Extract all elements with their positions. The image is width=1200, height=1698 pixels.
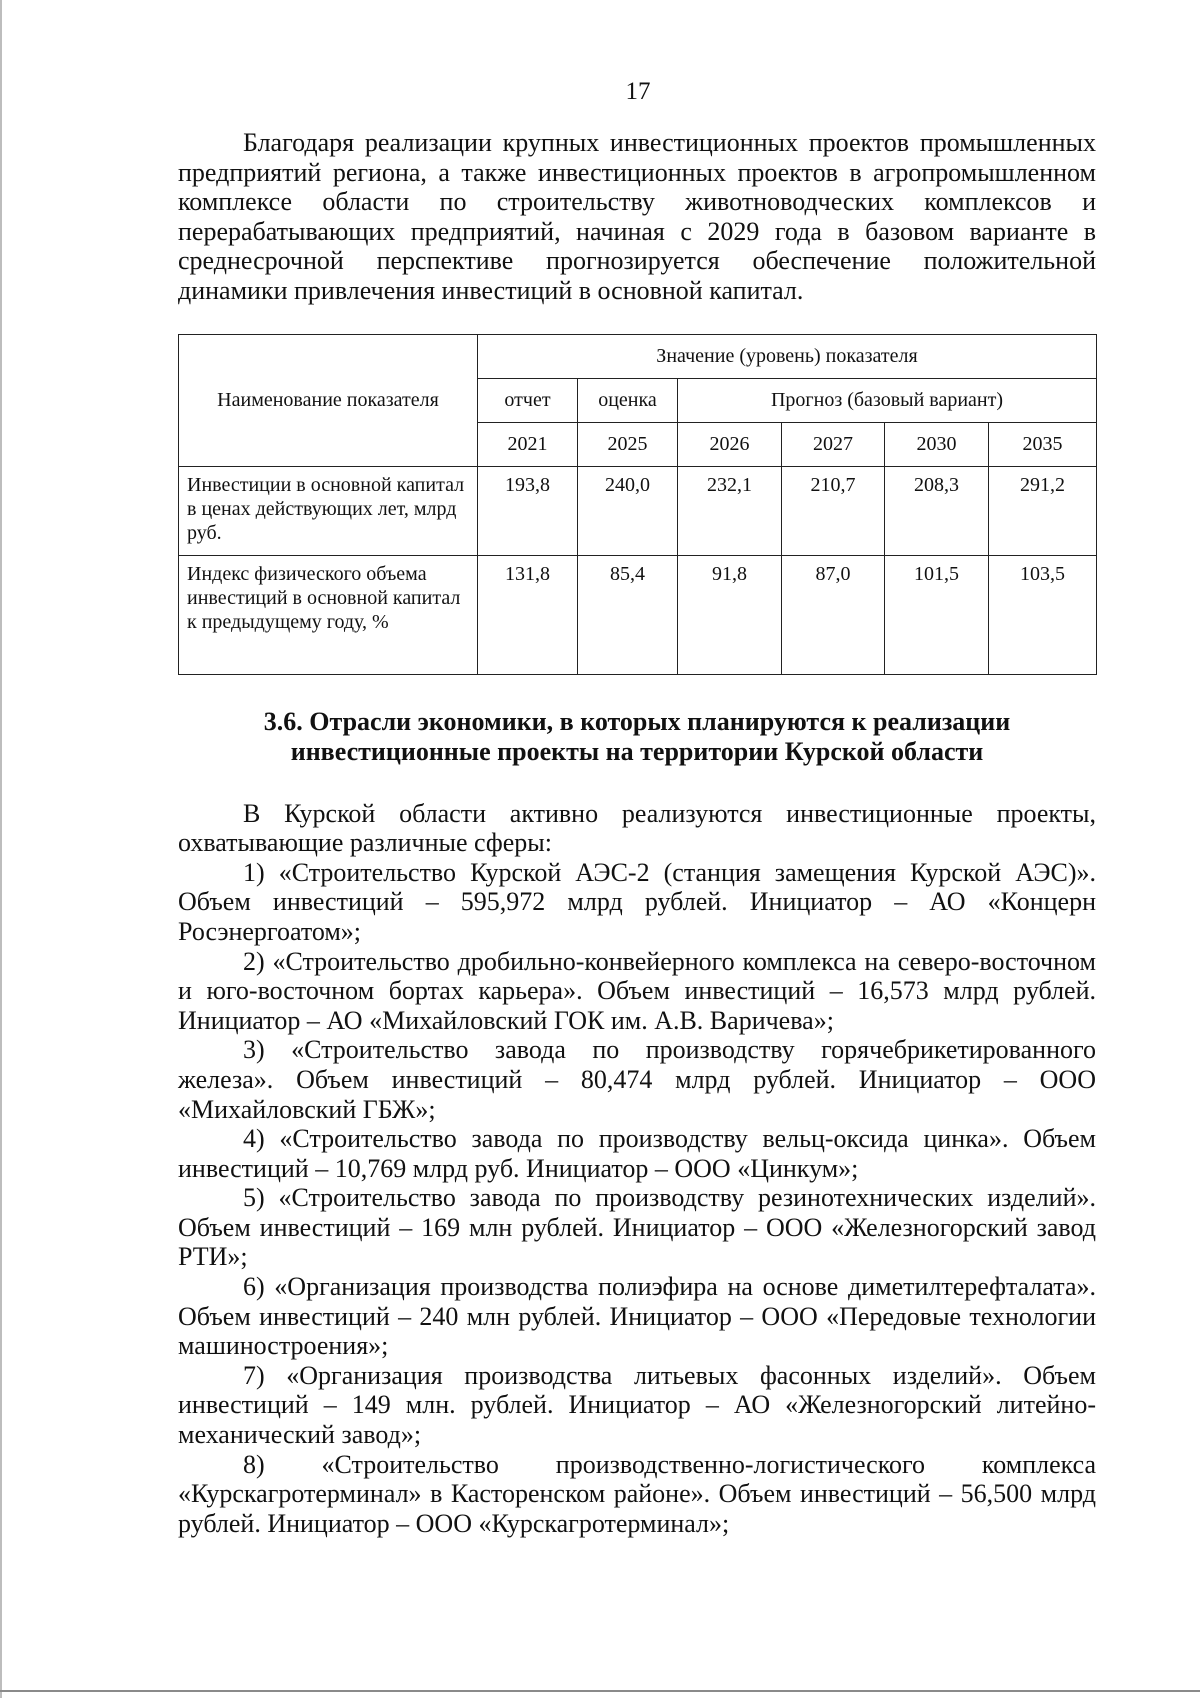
estimate-header: оценка bbox=[578, 378, 678, 422]
row-value: 131,8 bbox=[478, 555, 578, 674]
row-value: 210,7 bbox=[782, 466, 885, 555]
year-header: 2030 bbox=[885, 422, 989, 466]
name-header: Наименование показателя bbox=[179, 334, 478, 466]
row-value: 193,8 bbox=[478, 466, 578, 555]
row-value: 85,4 bbox=[578, 555, 678, 674]
list-item: 7) «Организация производства литьевых фасонных изделий». Объем инвестиций – 149 млн. рублей. Инициатор – АО «Железногорский литейно-механический завод»; bbox=[178, 1360, 1096, 1450]
value-header: Значение (уровень) показателя bbox=[478, 334, 1097, 378]
year-header: 2035 bbox=[989, 422, 1097, 466]
list-item: 8) «Строительство производственно-логистического комплекса «Курскагротерминал» в Касторенском районе». Объем инвестиций – 56,500 млрд рублей. Инициатор – ООО «Курскагротерминал»; bbox=[178, 1449, 1096, 1538]
section-intro: В Курской области активно реализуются инвестиционные проекты, охватывающие различные сферы: bbox=[178, 798, 1096, 858]
row-value: 103,5 bbox=[989, 555, 1097, 674]
list-item: 2) «Строительство дробильно-конвейерного комплекса на северо-восточном и юго-восточном бортах карьера». Объем инвестиций – 16,573 млрд рублей. Инициатор – АО «Михайловский ГОК им. А.В. Варичева»; bbox=[178, 946, 1096, 1035]
row-value: 101,5 bbox=[885, 555, 989, 674]
row-value: 232,1 bbox=[678, 466, 782, 555]
page-number: 17 bbox=[625, 78, 651, 105]
year-header: 2021 bbox=[478, 422, 578, 466]
year-header: 2027 bbox=[782, 422, 885, 466]
row-value: 240,0 bbox=[578, 466, 678, 555]
table-row bbox=[179, 466, 1097, 555]
section-heading-line-1: 3.6. Отрасли экономики, в которых планируются к реализации bbox=[263, 706, 1011, 736]
list-item: 5) «Строительство завода по производству резинотехнических изделий». Объем инвестиций – 169 млн рублей. Инициатор – ООО «Железногорский завод РТИ»; bbox=[178, 1183, 1096, 1272]
year-header: 2025 bbox=[578, 422, 678, 466]
row-value: 291,2 bbox=[989, 466, 1097, 555]
list-item: 3) «Строительство завода по производству горячебрикетированного железа». Объем инвестиций – 80,474 млрд рублей. Инициатор – ООО «Михайловский ГБЖ»; bbox=[178, 1035, 1096, 1124]
report-header: отчет bbox=[478, 378, 578, 422]
forecast-header: Прогноз (базовый вариант) bbox=[678, 378, 1097, 422]
row-name: Индекс физического объема инвестиций в основной капитал к предыдущему году, % bbox=[179, 555, 478, 674]
scan-edge-left bbox=[0, 0, 2, 1698]
list-item: 4) «Строительство завода по производству вельц-оксида цинка». Объем инвестиций – 10,769 млрд руб. Инициатор – ООО «Цинкум»; bbox=[178, 1124, 1096, 1183]
row-name: Инвестиции в основной капитал в ценах действующих лет, млрд руб. bbox=[179, 466, 478, 555]
row-value: 208,3 bbox=[885, 466, 989, 555]
list-item: 1) «Строительство Курской АЭС-2 (станция замещения Курской АЭС)». Объем инвестиций – 595,972 млрд рублей. Инициатор – АО «Концерн Росэнергоатом»; bbox=[178, 857, 1096, 946]
table-row bbox=[179, 555, 1097, 674]
intro-paragraph: Благодаря реализации крупных инвестиционных проектов промышленных предприятий региона, а также инвестиционных проектов в агропромышленном комплексе области по строительству животноводческих комплексов и перерабатывающих предприятий, начиная с 2029 года в базовом варианте в среднесрочной перспективе прогнозируется обеспечение положительной динамики привлечения инвестиций в основной капитал. bbox=[178, 128, 1096, 305]
indicators-table bbox=[178, 334, 1097, 675]
projects-list bbox=[178, 799, 1096, 1539]
page-content bbox=[178, 128, 1096, 1538]
scan-edge-bottom bbox=[0, 1690, 1200, 1692]
year-header: 2026 bbox=[678, 422, 782, 466]
section-heading bbox=[178, 707, 1096, 767]
row-value: 87,0 bbox=[782, 555, 885, 674]
list-item: 6) «Организация производства полиэфира на основе диметилтерефталата». Объем инвестиций – 240 млн рублей. Инициатор – ООО «Передовые технологии машиностроения»; bbox=[178, 1272, 1096, 1361]
section-heading-line-2: инвестиционные проекты на территории Курской области bbox=[290, 736, 984, 766]
row-value: 91,8 bbox=[678, 555, 782, 674]
